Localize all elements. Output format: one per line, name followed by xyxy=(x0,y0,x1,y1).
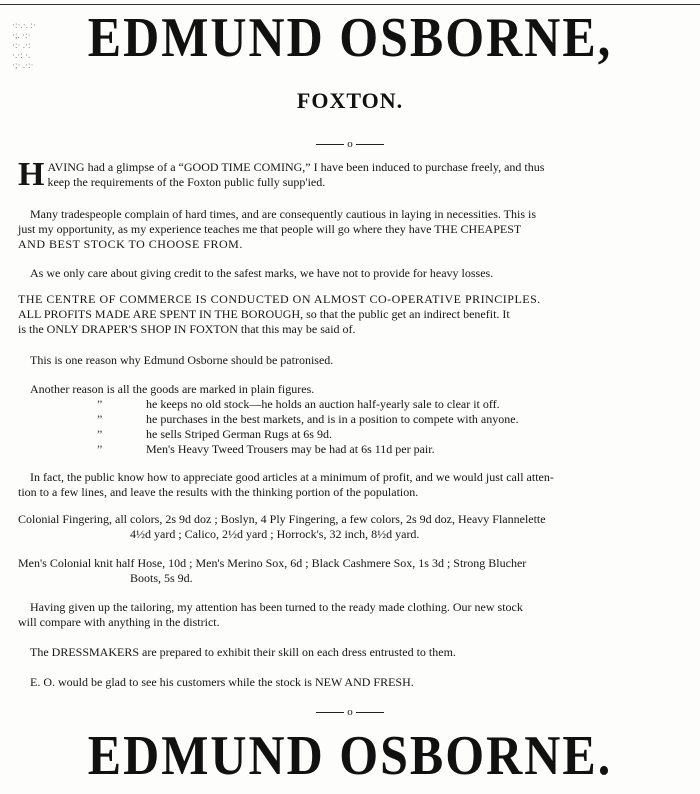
margin-smudge: ·:·.·. :· ·;. ·:· ·:· .·: ·.·: ·. ·;· .·:· xyxy=(12,20,36,70)
ditto-mark: ” xyxy=(97,412,103,426)
p4-line-2: ALL PROFITS MADE ARE SPENT IN THE BOROUGH, so that the public get an indirect benefit. It xyxy=(18,307,510,321)
p4-line-1: THE CENTRE OF COMMERCE IS CONDUCTED ON ALMOST CO-OPERATIVE PRINCIPLES. xyxy=(18,292,541,306)
reason-item: he purchases in the best markets, and is in a position to compete with anyone. xyxy=(146,412,519,426)
p7-line-2: tion to a few lines, and leave the results with the thinking portion of the population. xyxy=(18,485,419,499)
paragraph-fingering-prices xyxy=(18,512,690,542)
paragraph-tailoring xyxy=(18,600,690,630)
divider-mark: o xyxy=(347,138,353,150)
paragraph-another-reason: Another reason is all the goods are marked in plain figures. xyxy=(30,382,315,396)
p1-line-2: keep the requirements of the Foxton public fully supp'ied. xyxy=(47,175,326,189)
reason-item: he keeps no old stock—he holds an auction half-yearly sale to clear it off. xyxy=(146,397,500,411)
reason-item: Men's Heavy Tweed Trousers may be had at 6s 11d per pair. xyxy=(146,442,435,456)
divider-mark: o xyxy=(347,706,353,718)
paragraph-hose-prices xyxy=(18,556,690,586)
paragraph-new-and-fresh: E. O. would be glad to see his customers while the stock is NEW AND FRESH. xyxy=(30,675,414,689)
ditto-mark: ” xyxy=(97,442,103,456)
section-divider xyxy=(0,139,700,150)
p9-line-1: Men's Colonial knit half Hose, 10d ; Men's Merino Sox, 6d ; Black Cashmere Sox, 1s 3d ; Strong Blucher xyxy=(18,556,527,570)
ditto-mark: ” xyxy=(97,397,103,411)
footer-name-heading: EDMUND OSBORNE. xyxy=(87,723,613,787)
paragraph-good-time-coming xyxy=(18,156,690,193)
advertiser-name-heading: EDMUND OSBORNE, xyxy=(87,5,613,69)
p2-line-1: Many tradespeople complain of hard times, and are consequently cautious in laying in necessities. This is xyxy=(30,207,536,221)
p2-line-3: AND BEST STOCK TO CHOOSE FROM. xyxy=(18,237,243,251)
paragraph-hard-times xyxy=(18,207,690,252)
ditto-mark: ” xyxy=(97,427,103,441)
p2-line-2: just my opportunity, as my experience teaches me that people will go where they have THE CHEAPEST xyxy=(18,222,522,236)
town-heading: FOXTON. xyxy=(296,88,404,113)
p10-line-1: Having given up the tailoring, my attention has been turned to the ready made clothing. Our new stock xyxy=(30,600,523,614)
reason-item: he sells Striped German Rugs at 6s 9d. xyxy=(146,427,332,441)
paragraph-one-reason: This is one reason why Edmund Osborne should be patronised. xyxy=(30,353,334,367)
paragraph-dressmakers: The DRESSMAKERS are prepared to exhibit their skill on each dress entrusted to them. xyxy=(30,645,456,659)
p1-line-1: AVING had a glimpse of a “GOOD TIME COMING,” I have been induced to purchase freely, and thus xyxy=(47,160,545,174)
paragraph-in-fact xyxy=(18,470,690,500)
paragraph-commerce xyxy=(18,292,690,337)
p8-line-1: Colonial Fingering, all colors, 2s 9d doz ; Boslyn, 4 Ply Fingering, a few colors, 2s 9d doz, Heavy Flannelette xyxy=(18,512,546,526)
section-divider xyxy=(0,707,700,718)
p4-line-3: is the ONLY DRAPER'S SHOP IN FOXTON that this may be said of. xyxy=(18,322,356,336)
p10-line-2: will compare with anything in the district. xyxy=(18,615,220,629)
paragraph-credit: As we only care about giving credit to the safest marks, we have not to provide for heavy losses. xyxy=(30,266,494,280)
p7-line-1: In fact, the public know how to appreciate good articles at a minimum of profit, and we would just call atten- xyxy=(30,470,554,484)
drop-cap: H xyxy=(18,156,45,193)
p8-line-2: 4½d yard ; Calico, 2½d yard ; Horrock's, 32 inch, 8½d yard. xyxy=(130,527,420,541)
p9-line-2: Boots, 5s 9d. xyxy=(130,571,193,585)
